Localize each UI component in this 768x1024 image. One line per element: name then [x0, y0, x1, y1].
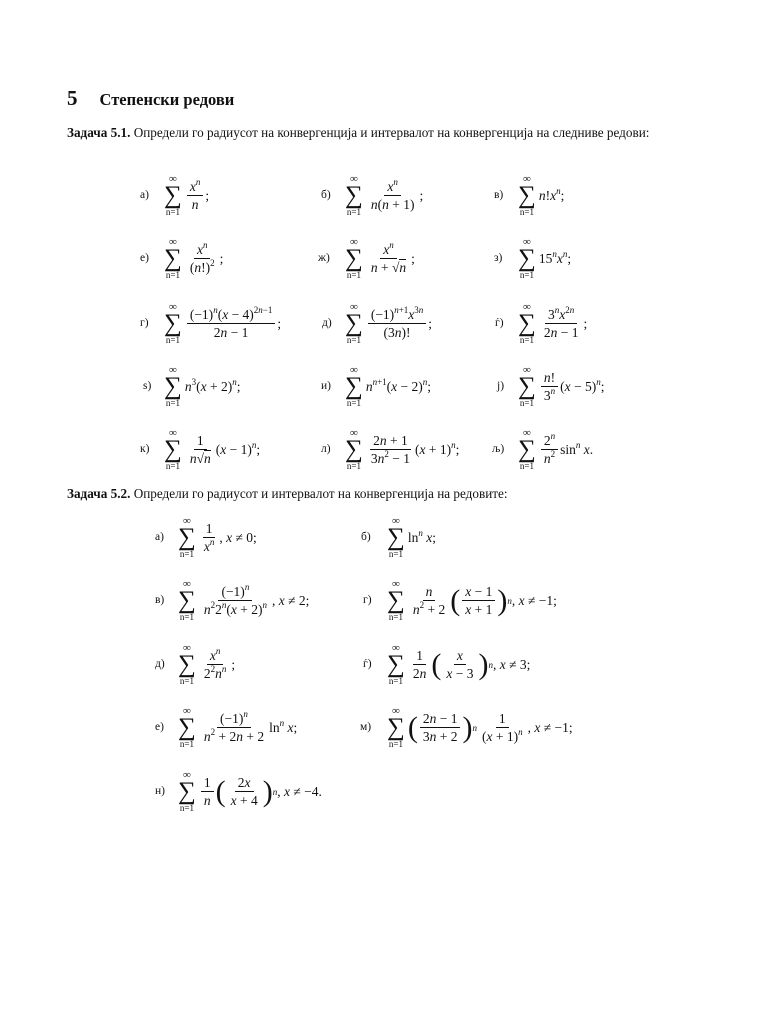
sum-symbol: ∞ ∑ n=1 [164, 427, 182, 471]
problem-label: м) [360, 721, 372, 733]
problem-label: и) [321, 380, 331, 392]
problem-label: г) [363, 594, 372, 606]
problem-label: е) [140, 252, 149, 264]
sum-symbol: ∞ ∑ n=1 [164, 236, 182, 280]
task-text: Определи го радиусот на конвергенција и интервалот на конвергенција на следниве редови: [133, 125, 650, 140]
series-formula: ∞ ∑ n=1 $15^nx^n$; [518, 236, 572, 280]
sum-symbol: ∞ ∑ n=1 [178, 515, 196, 559]
sum-symbol: ∞ ∑ n=1 [518, 301, 536, 345]
section-number: 5 [67, 86, 78, 110]
problem-label: д) [155, 658, 165, 670]
series-formula: ∞ ∑ n=1 $\ln^n x$; [387, 515, 436, 559]
series-formula: ∞ ∑ n=1 $(-1)^n$ $n^2 + 2n + 2$ $\ln^n x$; [178, 705, 298, 749]
task-5-1-statement [67, 122, 697, 144]
series-formula: ∞ ∑ n=1 n $n^2 + 2$ ( x − 1 x + 1 ) n , x ≠ −1; [387, 578, 557, 622]
problem-label: з) [494, 252, 503, 264]
sum-symbol: ∞ ∑ n=1 [387, 578, 405, 622]
problem-label: г) [140, 317, 149, 329]
series-formula: ∞ ∑ n=1 $x^n$ $2^2n^n$ ; [178, 642, 236, 686]
problem-label: л) [321, 443, 331, 455]
series-formula: ∞ ∑ n=1 $x^n$ $(n!)^2$ ; [164, 236, 224, 280]
sum-symbol: ∞ ∑ n=1 [345, 427, 363, 471]
sum-symbol: ∞ ∑ n=1 [164, 364, 182, 408]
problem-label: д) [322, 317, 332, 329]
series-formula: ∞ ∑ n=1 2$^n$ $n^2$ $\sin^n x$. [518, 427, 594, 471]
sum-symbol: ∞ ∑ n=1 [345, 173, 363, 217]
sum-symbol: ∞ ∑ n=1 [518, 427, 536, 471]
sum-symbol: ∞ ∑ n=1 [178, 705, 196, 749]
series-formula: ∞ ∑ n=1 1 2n ( x x − 3 ) n , x ≠ 3; [387, 642, 531, 686]
problem-label: а) [140, 189, 149, 201]
series-formula: ∞ ∑ n=1 $x^n$ n ; [164, 173, 210, 217]
series-formula: ∞ ∑ n=1 2n + 1 $3n^2 - 1$ $(x + 1)^n$; [345, 427, 460, 471]
task-5-2-statement [67, 483, 697, 505]
series-formula: ∞ ∑ n=1 $(-1)^n(x - 4)^{2n-1}$ 2n − 1 ; [164, 301, 282, 345]
problem-label: а) [155, 531, 164, 543]
sum-symbol: ∞ ∑ n=1 [387, 515, 405, 559]
sum-symbol: ∞ ∑ n=1 [518, 236, 536, 280]
task-text: Определи го радиусот и интервалот на конвергенција на редовите: [133, 486, 508, 501]
series-formula: ∞ ∑ n=1 $x^n$ n(n + 1) ; [345, 173, 424, 217]
problem-label: ј) [497, 380, 505, 392]
series-formula: ∞ ∑ n=1 1 $x^n$ , x ≠ 0; [178, 515, 257, 559]
series-formula: ∞ ∑ n=1 $(-1)^n$ $n^22^n(x + 2)^n$ , x ≠ 2; [178, 578, 310, 622]
sum-symbol: ∞ ∑ n=1 [178, 642, 196, 686]
problem-label: е) [155, 721, 164, 733]
series-formula: ∞ ∑ n=1 n! 3$^n$ $(x - 5)^n$; [518, 364, 605, 408]
sum-symbol: ∞ ∑ n=1 [345, 364, 363, 408]
series-formula: ∞ ∑ n=1 $(-1)^{n+1}x^{3n}$ (3n)! ; [345, 301, 433, 345]
series-formula: ∞ ∑ n=1 ( 2n − 1 3n + 2 ) n 1 $(x + 1)^n$ , x ≠ −1; [387, 705, 573, 749]
section-heading [67, 86, 234, 111]
sum-symbol: ∞ ∑ n=1 [387, 642, 405, 686]
task-label: Задача 5.1. [67, 125, 131, 140]
sum-symbol: ∞ ∑ n=1 [164, 301, 182, 345]
section-title: Степенски редови [99, 90, 235, 109]
series-formula: ∞ ∑ n=1 $x^n$ n + √n ; [345, 236, 415, 280]
sum-symbol: ∞ ∑ n=1 [178, 578, 196, 622]
problem-label: в) [494, 189, 504, 201]
series-formula: ∞ ∑ n=1 $n!x^n$; [518, 173, 565, 217]
problem-label: б) [361, 531, 371, 543]
problem-label: љ) [492, 443, 505, 455]
problem-label: ѕ) [143, 380, 152, 392]
sum-symbol: ∞ ∑ n=1 [387, 705, 405, 749]
sum-symbol: ∞ ∑ n=1 [345, 301, 363, 345]
series-formula: ∞ ∑ n=1 1 n ( 2x x + 4 ) n , x ≠ −4. [178, 769, 322, 813]
problem-label: к) [140, 443, 150, 455]
sum-symbol: ∞ ∑ n=1 [164, 173, 182, 217]
problem-label: ѓ) [363, 658, 372, 670]
problem-label: б) [321, 189, 331, 201]
problem-label: в) [155, 594, 165, 606]
sum-symbol: ∞ ∑ n=1 [518, 364, 536, 408]
sum-symbol: ∞ ∑ n=1 [178, 769, 196, 813]
sum-symbol: ∞ ∑ n=1 [345, 236, 363, 280]
problem-label: ѓ) [495, 317, 504, 329]
problem-label: н) [155, 785, 165, 797]
series-formula: ∞ ∑ n=1 $3^nx^{2n}$ 2n − 1 ; [518, 301, 588, 345]
sum-symbol: ∞ ∑ n=1 [518, 173, 536, 217]
problem-label: ж) [318, 252, 330, 264]
series-formula: ∞ ∑ n=1 1 n√n $(x - 1)^n$; [164, 427, 261, 471]
series-formula: ∞ ∑ n=1 $n^3(x + 2)^n$; [164, 364, 241, 408]
task-label: Задача 5.2. [67, 486, 131, 501]
series-formula: ∞ ∑ n=1 $n^{n+1}(x - 2)^n$; [345, 364, 432, 408]
